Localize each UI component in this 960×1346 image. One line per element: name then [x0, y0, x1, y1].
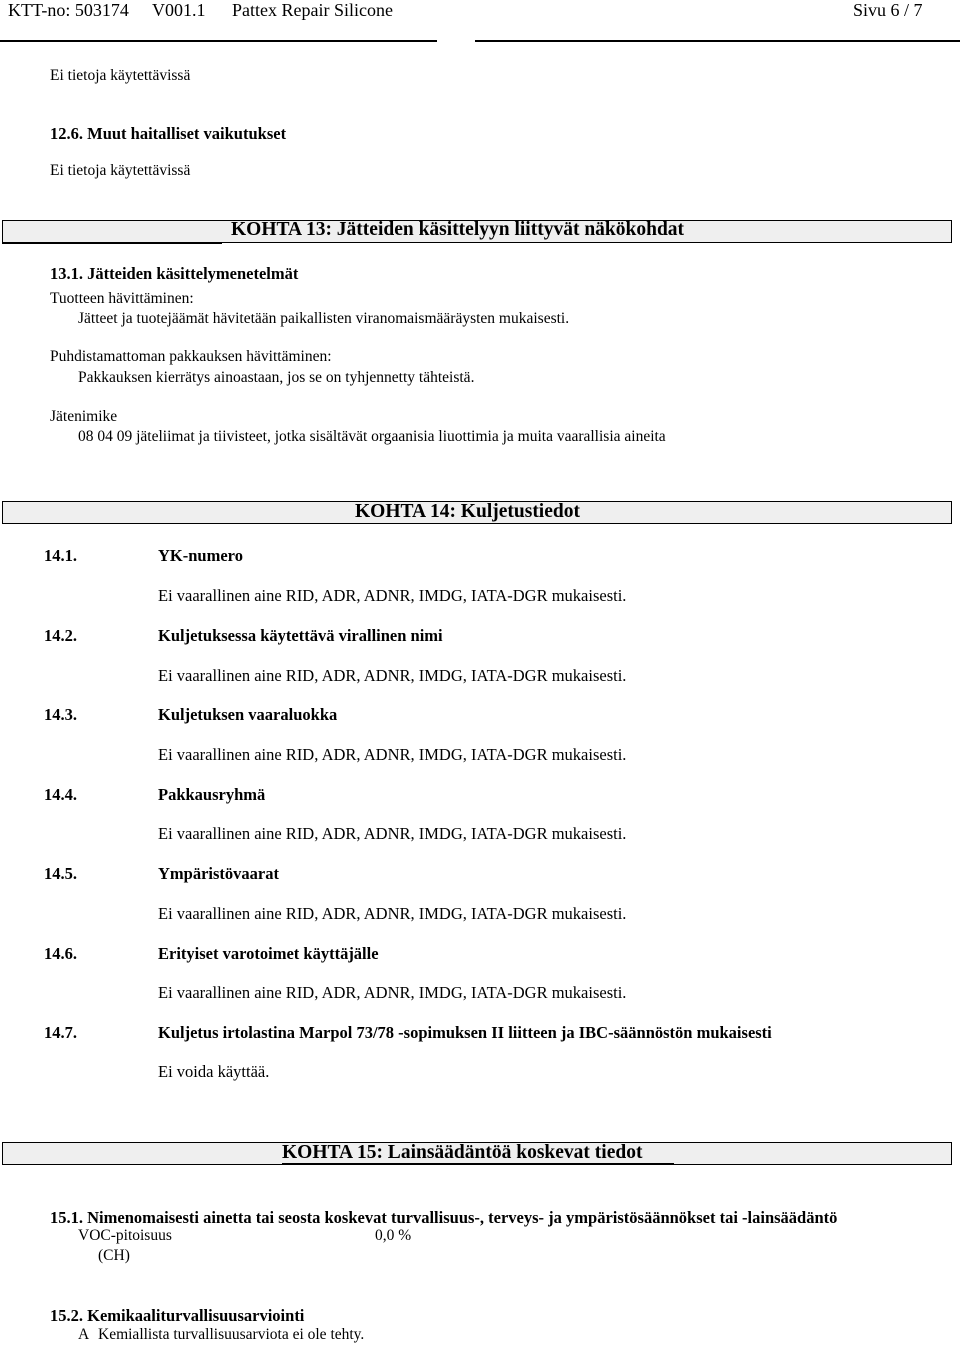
packaging-disposal-text: Pakkauksen kierrätys ainoastaan, jos se on tyhjennetty tähteistä.: [78, 369, 475, 386]
product-disposal-text: Jätteet ja tuotejäämät hävitetään paikallisten viranomaismääräysten mukaisesti.: [78, 310, 570, 327]
item-label: Pakkausryhmä: [158, 785, 266, 804]
section-15-title: KOHTA 15: Lainsäädäntöä koskevat tiedot: [282, 1142, 643, 1163]
item-label: Ympäristövaarat: [158, 864, 279, 883]
item-number: 14.1.: [44, 546, 77, 565]
csa-text: Kemiallista turvallisuusarviota ei ole tehty.: [98, 1326, 365, 1343]
item-number: 14.2.: [44, 626, 77, 645]
section-13-underline: [2, 242, 222, 244]
csa-code: A: [78, 1326, 90, 1343]
section-14-title: KOHTA 14: Kuljetustiedot: [355, 501, 580, 522]
item-label: Kuljetus irtolastina Marpol 73/78 -sopimuksen II liitteen ja IBC-säännöstön mukaisesti: [158, 1023, 772, 1042]
heading-12-6: 12.6. Muut haitalliset vaikutukset: [50, 124, 287, 143]
voc-label: VOC-pitoisuus: [78, 1227, 172, 1244]
item-label: Kuljetuksen vaaraluokka: [158, 705, 338, 724]
item-number: 14.4.: [44, 785, 77, 804]
page-number: Sivu 6 / 7: [853, 0, 923, 20]
ktt-number: KTT-no: 503174: [8, 0, 129, 20]
item-number: 14.3.: [44, 705, 77, 724]
item-label: Erityiset varotoimet käyttäjälle: [158, 944, 379, 963]
item-text: Ei vaarallinen aine RID, ADR, ADNR, IMDG, IATA-DGR mukaisesti.: [158, 824, 627, 843]
item-label: Kuljetuksessa käytettävä virallinen nimi: [158, 626, 443, 645]
item-number: 14.5.: [44, 864, 77, 883]
heading-15-2: 15.2. Kemikaaliturvallisuusarviointi: [50, 1306, 305, 1325]
item-label: YK-numero: [158, 546, 243, 565]
packaging-disposal-label: Puhdistamattoman pakkauksen hävittäminen:: [50, 348, 332, 365]
waste-code-label: Jätenimike: [50, 408, 118, 425]
item-text: Ei voida käyttää.: [158, 1062, 270, 1081]
no-data-text: Ei tietoja käytettävissä: [50, 67, 191, 84]
version: V001.1: [152, 0, 206, 20]
voc-value: 0,0 %: [375, 1227, 412, 1244]
item-text: Ei vaarallinen aine RID, ADR, ADNR, IMDG, IATA-DGR mukaisesti.: [158, 666, 627, 685]
item-text: Ei vaarallinen aine RID, ADR, ADNR, IMDG, IATA-DGR mukaisesti.: [158, 586, 627, 605]
item-number: 14.7.: [44, 1023, 77, 1042]
product-disposal-label: Tuotteen hävittäminen:: [50, 290, 194, 307]
header-rule-right: [475, 40, 960, 42]
item-text: Ei vaarallinen aine RID, ADR, ADNR, IMDG, IATA-DGR mukaisesti.: [158, 745, 627, 764]
no-data-text: Ei tietoja käytettävissä: [50, 162, 191, 179]
waste-code-text: 08 04 09 jäteliimat ja tiivisteet, jotka sisältävät orgaanisia liuottimia ja muita vaarallisia aineita: [78, 428, 666, 445]
heading-15-1: 15.1. Nimenomaisesti ainetta tai seosta koskevat turvallisuus-, terveys- ja ympäristösäännökset tai -lainsäädäntö: [50, 1208, 838, 1227]
product-name: Pattex Repair Silicone: [232, 0, 393, 20]
header-rule-left: [0, 40, 437, 42]
item-text: Ei vaarallinen aine RID, ADR, ADNR, IMDG, IATA-DGR mukaisesti.: [158, 904, 627, 923]
item-text: Ei vaarallinen aine RID, ADR, ADNR, IMDG, IATA-DGR mukaisesti.: [158, 983, 627, 1002]
section-13-title: KOHTA 13: Jätteiden käsittelyyn liittyvät näkökohdat: [231, 219, 685, 240]
heading-13-1: 13.1. Jätteiden käsittelymenetelmät: [50, 264, 299, 283]
item-number: 14.6.: [44, 944, 77, 963]
voc-region: (CH): [98, 1247, 130, 1264]
